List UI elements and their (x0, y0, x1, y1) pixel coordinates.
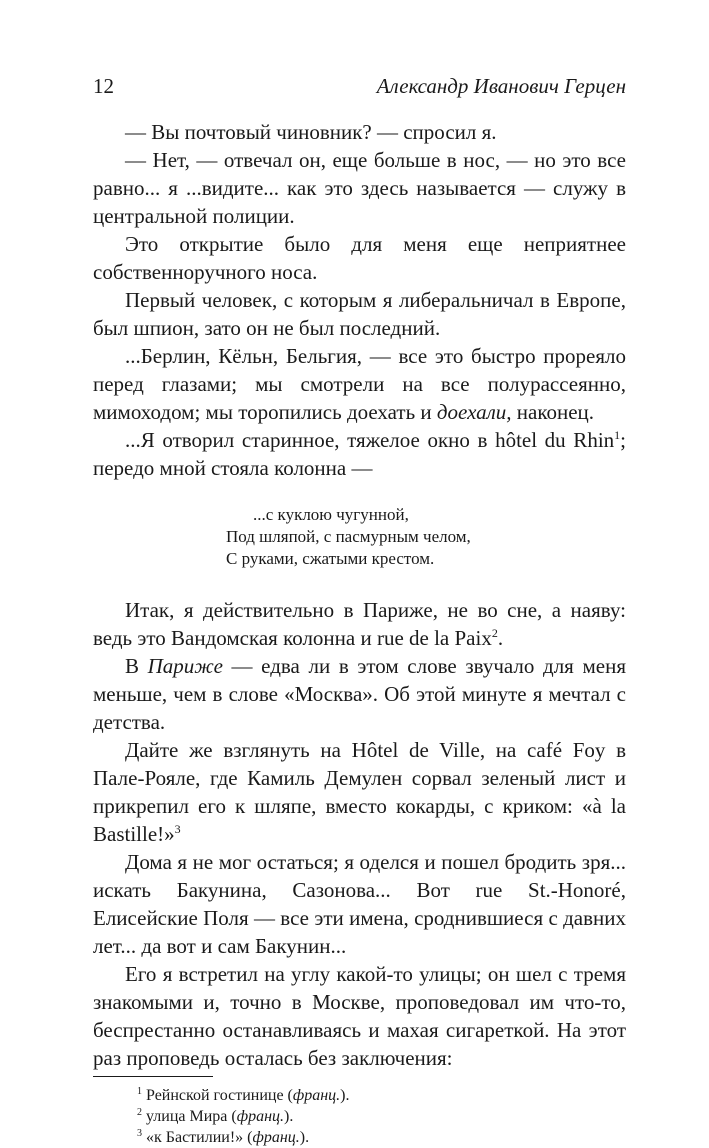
footnote-mark: 3 (137, 1127, 142, 1139)
emphasis: доехали, (436, 400, 512, 424)
emphasis: франц. (252, 1129, 300, 1146)
text-run: . (497, 626, 504, 650)
footnote-ref: 1 (614, 428, 621, 442)
footnote-mark: 2 (137, 1106, 142, 1118)
text-run: В (125, 654, 148, 678)
paragraph (93, 736, 626, 848)
footnote-mark: 1 (137, 1085, 142, 1097)
emphasis: франц. (236, 1108, 285, 1125)
text-run: наконец. (511, 400, 595, 424)
text-run: «к Бастилии!» ( (146, 1129, 253, 1146)
paragraph: — Нет, — отвечал он, еще больше в нос, — но это все равно... я ...видите... как это здесь называется — служу в центральной полиции. (93, 148, 626, 228)
footnote-ref: 2 (491, 626, 498, 640)
verse-line: С руками, сжатыми крестом. (226, 549, 435, 568)
paragraph (93, 652, 626, 736)
text-run: Итак, я действительно в Париже, не во сне, а наяву: ведь это Вандомская колонна и rue de la Paix (93, 598, 626, 650)
paragraph: Это открытие было для меня еще неприятнее собственноручного носа. (93, 232, 626, 284)
paragraph (93, 342, 626, 426)
footnote (93, 1085, 626, 1106)
paragraph: Его я встретил на углу какой-то улицы; он шел с тремя знакомыми и, точно в Москве, проповедовал им что-то, беспрестанно останавливаясь и махая сигареткой. На этот раз проповедь осталась без заключения: (93, 962, 626, 1070)
running-header (93, 72, 626, 100)
text-run: ...Берлин, Кёльн, Бельгия, — все это быстро прореяло перед глазами; мы смотрели на все полурассеянно, мимоходом; мы торопились доехать и (93, 344, 626, 424)
page-number: 12 (93, 74, 114, 98)
text-run: Рейнской гостинице ( (146, 1087, 293, 1104)
footnote-divider (93, 1076, 213, 1077)
verse-line: ...с куклою чугунной, (253, 505, 409, 524)
text-run: ). (299, 1129, 310, 1146)
running-head-author: Александр Иванович Герцен (376, 74, 626, 98)
footnotes (93, 1085, 626, 1148)
verse-quote (226, 504, 626, 570)
text-run: ). (340, 1087, 350, 1104)
text-run: ...Я отворил старинное, тяжелое окно в hôtel du Rhin (125, 428, 615, 452)
paragraph: Первый человек, с которым я либеральничал в Европе, был шпион, зато он не был последний. (93, 288, 626, 340)
text-run: ; передо мной стояла колонна — (93, 428, 626, 480)
paragraph: — Вы почтовый чиновник? — спросил я. (125, 120, 497, 144)
text-run: ). (284, 1108, 294, 1125)
paragraph: Дома я не мог остаться; я оделся и пошел бродить зря... искать Бакунина, Сазонова... Вот rue St.-Honoré, Елисейские Поля — все эти имена, сроднившиеся с давних лет... да вот и сам Бакунин... (93, 850, 626, 958)
body-text (93, 118, 626, 1072)
text-run: улица Мира ( (146, 1108, 237, 1125)
book-page (93, 72, 626, 1148)
footnote (93, 1106, 626, 1127)
emphasis: франц. (292, 1087, 341, 1104)
footnote (93, 1127, 626, 1148)
footnote-ref: 3 (174, 822, 181, 836)
paragraph (93, 596, 626, 652)
emphasis: Париже (147, 654, 223, 678)
paragraph (93, 426, 626, 482)
text-run: — едва ли в этом слове звучало для меня меньше, чем в слове «Москва». Об этой минуте я мечтал с детства. (93, 654, 626, 734)
text-run: Дайте же взглянуть на Hôtel de Ville, на café Foy в Пале-Рояле, где Камиль Демулен сорвал зеленый лист и прикрепил его к шляпе, вместо кокарды, с криком: «à la Bastille!» (93, 738, 626, 846)
verse-line: Под шляпой, с пасмурным челом, (226, 527, 471, 546)
